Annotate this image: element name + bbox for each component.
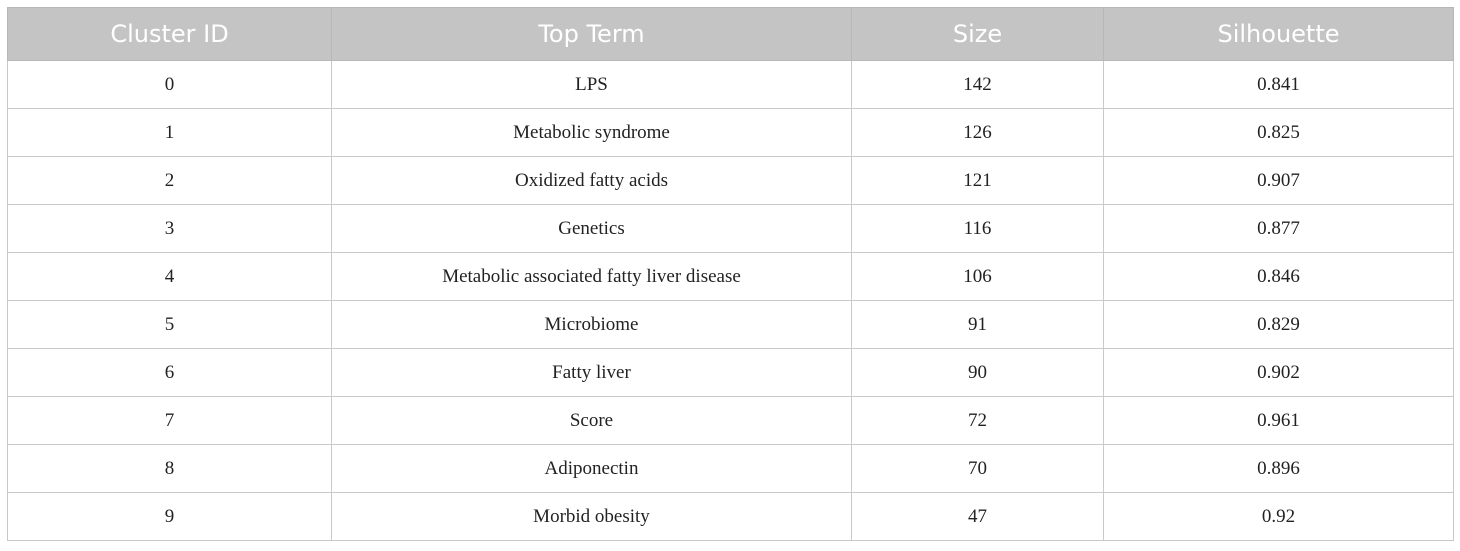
cell-size: 121 [852,157,1104,205]
header-size: Size [852,8,1104,61]
cell-silhouette: 0.896 [1104,445,1454,493]
table-body [8,61,1454,541]
cell-silhouette: 0.961 [1104,397,1454,445]
cell-top-term: Fatty liver [332,349,852,397]
table-header [8,8,1454,61]
cell-silhouette: 0.829 [1104,301,1454,349]
cell-silhouette: 0.825 [1104,109,1454,157]
cell-top-term: Morbid obesity [332,493,852,541]
table-row [8,61,1454,109]
cell-cluster-id: 9 [8,493,332,541]
cell-size: 106 [852,253,1104,301]
cluster-table [7,7,1454,541]
cell-size: 70 [852,445,1104,493]
cell-cluster-id: 1 [8,109,332,157]
cell-silhouette: 0.877 [1104,205,1454,253]
cell-size: 116 [852,205,1104,253]
cell-top-term: Oxidized fatty acids [332,157,852,205]
cell-silhouette: 0.92 [1104,493,1454,541]
table-row [8,109,1454,157]
table-row [8,349,1454,397]
cell-silhouette: 0.841 [1104,61,1454,109]
cell-cluster-id: 4 [8,253,332,301]
table-row [8,493,1454,541]
cell-top-term: Metabolic syndrome [332,109,852,157]
cell-cluster-id: 6 [8,349,332,397]
cell-size: 142 [852,61,1104,109]
cell-top-term: Genetics [332,205,852,253]
cell-top-term: Metabolic associated fatty liver disease [332,253,852,301]
table-row [8,445,1454,493]
table-row [8,301,1454,349]
cell-top-term: LPS [332,61,852,109]
header-row [8,8,1454,61]
cell-top-term: Adiponectin [332,445,852,493]
cell-cluster-id: 7 [8,397,332,445]
cell-top-term: Microbiome [332,301,852,349]
table-row [8,205,1454,253]
header-silhouette: Silhouette [1104,8,1454,61]
table-row [8,157,1454,205]
header-cluster-id: Cluster ID [8,8,332,61]
table-row [8,397,1454,445]
cell-top-term: Score [332,397,852,445]
cluster-table-container [7,7,1453,541]
cell-size: 91 [852,301,1104,349]
header-top-term: Top Term [332,8,852,61]
table-row [8,253,1454,301]
cell-size: 47 [852,493,1104,541]
cell-silhouette: 0.902 [1104,349,1454,397]
cell-size: 126 [852,109,1104,157]
cell-silhouette: 0.907 [1104,157,1454,205]
cell-silhouette: 0.846 [1104,253,1454,301]
cell-size: 90 [852,349,1104,397]
cell-size: 72 [852,397,1104,445]
cell-cluster-id: 2 [8,157,332,205]
cell-cluster-id: 0 [8,61,332,109]
cell-cluster-id: 5 [8,301,332,349]
cell-cluster-id: 3 [8,205,332,253]
cell-cluster-id: 8 [8,445,332,493]
